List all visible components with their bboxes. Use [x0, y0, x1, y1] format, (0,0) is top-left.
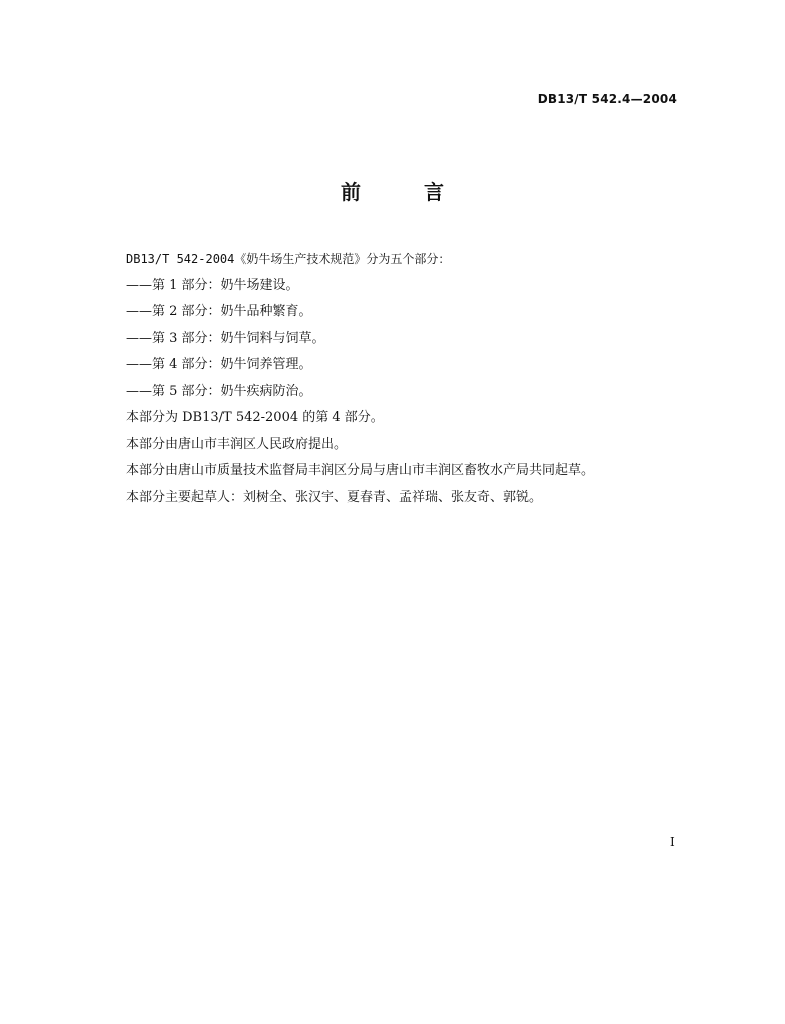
foreword-line: ——第 1 部分：奶牛场建设。 — [126, 277, 299, 293]
foreword-line: 本部分为 DB13/T 542-2004 的第 4 部分。 — [126, 410, 384, 425]
foreword-line: ——第 3 部分：奶牛饲料与饲草。 — [126, 330, 325, 346]
foreword-line: ——第 5 部分：奶牛疾病防治。 — [126, 383, 312, 399]
document-code: DB13/T 542.4—2004 — [537, 92, 677, 106]
foreword-line: 本部分由唐山市丰润区人民政府提出。 — [126, 436, 348, 452]
foreword-body — [126, 246, 686, 511]
foreword-line: ——第 2 部分：奶牛品种繁育。 — [126, 304, 312, 319]
foreword-line: 本部分由唐山市质量技术监督局丰润区分局与唐山市丰润区畜牧水产局共同起草。 — [126, 463, 595, 478]
foreword-line: DB13/T 542-2004《奶牛场生产技术规范》分为五个部分： — [126, 252, 451, 266]
page-number: I — [670, 835, 675, 849]
foreword-line: 本部分主要起草人：刘树全、张汉宇、夏春青、孟祥瑞、张友奇、郭锐。 — [126, 489, 543, 505]
foreword-line: ——第 4 部分：奶牛饲养管理。 — [126, 357, 312, 372]
page-title: 前 言 — [341, 180, 472, 204]
